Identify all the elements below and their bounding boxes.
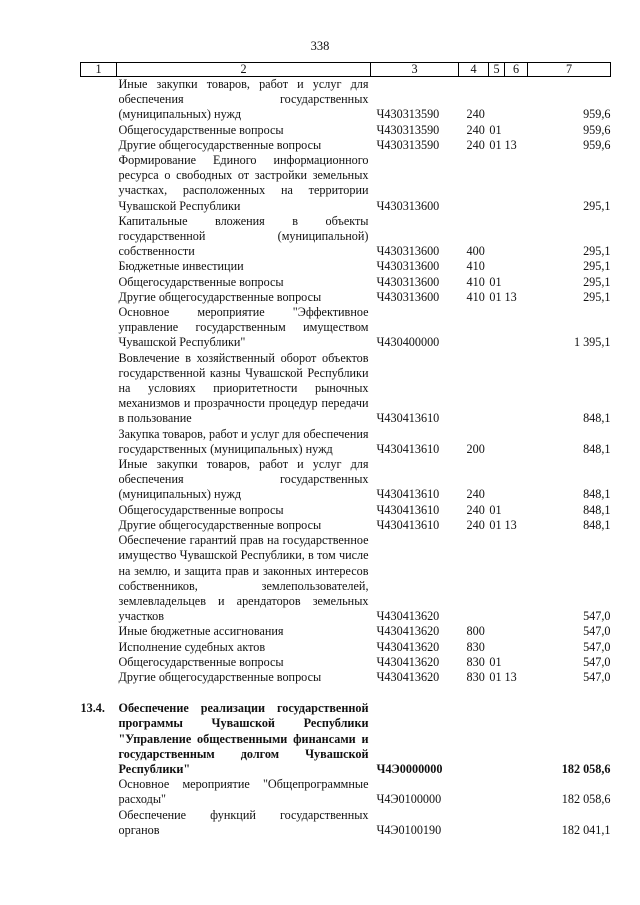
subsection-code-cell [505, 808, 528, 838]
expense-name-cell: Общегосударственные вопросы [118, 654, 284, 669]
amount-cell: 295,1 [583, 244, 611, 259]
section-code-cell [489, 624, 505, 639]
expense-name-cell: Общегосударственные вопросы [118, 502, 284, 517]
header-cell: 7 [528, 63, 611, 77]
expense-name-cell: Другие общегосударственные вопросы [118, 289, 322, 304]
table-row [81, 518, 611, 533]
target-article-code-cell: Ч430413610 [376, 441, 440, 456]
expense-name-cell: Иные закупки товаров, работ и услуг для обеспечения государственных (муниципальных) нужд [118, 77, 369, 122]
amount-cell: 295,1 [583, 289, 611, 304]
row-number-cell [81, 77, 117, 123]
row-number-cell [81, 670, 117, 685]
header-cell: 5 [489, 63, 505, 77]
amount-cell: 547,0 [583, 639, 611, 654]
section-code-cell [489, 214, 505, 260]
row-number-cell [81, 457, 117, 503]
table-row [81, 290, 611, 305]
amount-cell: 848,1 [583, 517, 611, 532]
section-code-cell: 01 [489, 669, 502, 684]
subsection-code-cell [505, 351, 528, 427]
section-code-cell [489, 533, 505, 624]
table-body [81, 77, 611, 838]
expense-type-code-cell: 800 [466, 624, 485, 639]
expense-name-cell: Обеспечение реализации государственной программы Чувашской Республики "Управление общественными финансами и государственным долгом Чувашской Республики" [118, 701, 369, 776]
expense-type-code-cell: 830 [466, 669, 485, 684]
target-article-code-cell: Ч430313600 [376, 274, 440, 289]
row-number-cell [81, 290, 117, 305]
row-number-cell [81, 624, 117, 639]
subsection-code-cell [505, 640, 528, 655]
table-row [81, 670, 611, 685]
section-code-cell [489, 427, 505, 457]
expense-name-cell: Обеспечение гарантий прав на государственное имущество Чувашской Республики, в том числе на землю, и защита прав и законных интересов собственников, землепользователей, землевладельцев и арендаторов земельных участков [118, 533, 369, 624]
section-code-cell [489, 77, 505, 123]
amount-cell: 547,0 [583, 669, 611, 684]
subsection-code-cell: 13 [504, 517, 517, 532]
amount-cell: 182 058,6 [561, 792, 611, 807]
subsection-code-cell [505, 457, 528, 503]
expense-name-cell: Основное мероприятие "Эффективное управление государственным имуществом Чувашской Республики" [118, 305, 369, 350]
amount-cell: 295,1 [583, 198, 611, 213]
row-number-cell [81, 351, 117, 427]
target-article-code-cell: Ч4Э0100190 [376, 822, 442, 837]
expense-name-cell: Основное мероприятие "Общепрограммные расходы" [118, 777, 369, 807]
table-row [81, 808, 611, 838]
row-number-cell [81, 123, 117, 138]
section-code-cell: 01 [489, 122, 502, 137]
subsection-code-cell [505, 259, 528, 274]
header-cell: 1 [81, 63, 117, 77]
expense-name-cell: Капитальные вложения в объекты государственной (муниципальной) собственности [118, 213, 369, 259]
expense-name-cell: Закупка товаров, работ и услуг для обеспечения государственных (муниципальных) нужд [118, 426, 369, 456]
target-article-code-cell: Ч430313600 [376, 244, 440, 259]
table-row [81, 655, 611, 670]
header-cell: 2 [117, 63, 371, 77]
expense-name-cell: Другие общегосударственные вопросы [118, 517, 322, 532]
subsection-code-cell [505, 624, 528, 639]
section-code-cell [489, 640, 505, 655]
table-row [81, 777, 611, 807]
table-row [81, 153, 611, 214]
expense-type-code-cell: 240 [466, 487, 485, 502]
expense-type-code-cell: 830 [466, 654, 485, 669]
subsection-code-cell [505, 533, 528, 624]
row-number-cell [81, 427, 117, 457]
section-code-cell [489, 808, 505, 838]
target-article-code-cell: Ч430413620 [376, 609, 440, 624]
subsection-code-cell [505, 701, 528, 777]
table-row [81, 427, 611, 457]
amount-cell: 1 395,1 [573, 335, 611, 350]
amount-cell: 182 058,6 [561, 761, 611, 776]
table-row [81, 138, 611, 153]
row-number-cell [81, 533, 117, 624]
target-article-code-cell: Ч430413610 [376, 517, 440, 532]
row-number-cell [81, 503, 117, 518]
expense-name-cell: Формирование Единого информационного ресурса о свободных от застройки земельных участках, расположенных на территории Чувашской Республики [118, 153, 369, 213]
expense-type-code-cell: 240 [466, 502, 485, 517]
expense-type-code-cell: 240 [466, 107, 485, 122]
expense-type-code-cell [459, 153, 489, 214]
amount-cell: 848,1 [583, 502, 611, 517]
target-article-code-cell: Ч430313590 [376, 137, 440, 152]
subsection-code-cell [505, 305, 528, 351]
amount-cell: 959,6 [583, 107, 611, 122]
expense-type-code-cell: 410 [466, 259, 485, 274]
target-article-code-cell: Ч430413610 [376, 411, 440, 426]
expense-type-code-cell: 410 [466, 289, 485, 304]
section-code-cell: 01 [489, 654, 502, 669]
expense-type-code-cell [459, 701, 489, 777]
table-row [81, 214, 611, 260]
table-row [81, 533, 611, 624]
amount-cell: 959,6 [583, 137, 611, 152]
amount-cell: 547,0 [583, 609, 611, 624]
target-article-code-cell: Ч430413620 [376, 624, 440, 639]
amount-cell: 848,1 [583, 441, 611, 456]
subsection-code-cell [505, 214, 528, 260]
subsection-code-cell: 13 [504, 669, 517, 684]
target-article-code-cell: Ч430313600 [376, 259, 440, 274]
table-row [81, 351, 611, 427]
section-code-cell: 01 [489, 137, 502, 152]
expense-name-cell: Вовлечение в хозяйственный оборот объектов государственной казны Чувашской Республики на условиях приоритетности рыночных механизмов и прозрачности процедур передачи в пользование [118, 350, 369, 426]
expense-type-code-cell: 240 [466, 137, 485, 152]
section-code-cell: 01 [489, 502, 502, 517]
table-row [81, 457, 611, 503]
section-code-cell: 01 [489, 289, 502, 304]
target-article-code-cell: Ч430413610 [376, 502, 440, 517]
row-number-cell [81, 275, 117, 290]
row-number-cell [81, 138, 117, 153]
header-row [81, 63, 611, 77]
amount-cell: 959,6 [583, 122, 611, 137]
amount-cell: 295,1 [583, 274, 611, 289]
page-number: 338 [310, 39, 330, 53]
spacer-row [81, 685, 611, 701]
expense-type-code-cell [459, 777, 489, 807]
row-number-cell [81, 153, 117, 214]
section-code-cell: 01 [489, 517, 502, 532]
row-number-cell [81, 777, 117, 807]
target-article-code-cell: Ч4Э0100000 [376, 792, 442, 807]
subsection-code-cell [505, 153, 528, 214]
expense-type-code-cell: 400 [466, 244, 485, 259]
amount-cell: 547,0 [583, 654, 611, 669]
table-row [81, 503, 611, 518]
expense-type-code-cell [459, 351, 489, 427]
expense-name-cell: Обеспечение функций государственных органов [118, 807, 369, 837]
table-row [81, 275, 611, 290]
target-article-code-cell: Ч430413620 [376, 654, 440, 669]
expense-name-cell: Иные закупки товаров, работ и услуг для обеспечения государственных (муниципальных) нужд [118, 457, 369, 502]
target-article-code-cell: Ч430313600 [376, 198, 440, 213]
amount-cell: 295,1 [583, 259, 611, 274]
row-number-cell [81, 808, 117, 838]
row-number-cell [81, 655, 117, 670]
section-code-cell [489, 777, 505, 807]
subsection-code-cell [505, 777, 528, 807]
target-article-code-cell: Ч430313590 [376, 122, 440, 137]
subsection-code-cell [505, 655, 528, 670]
amount-cell: 547,0 [583, 624, 611, 639]
section-code-cell [489, 457, 505, 503]
target-article-code-cell: Ч430413620 [376, 669, 440, 684]
table-row [81, 640, 611, 655]
section-code-cell [489, 259, 505, 274]
expense-type-code-cell [459, 533, 489, 624]
expense-type-code-cell: 240 [466, 517, 485, 532]
target-article-code-cell: Ч4Э0000000 [376, 761, 443, 776]
header-cell: 3 [371, 63, 459, 77]
target-article-code-cell: Ч430400000 [376, 335, 440, 350]
subsection-code-cell: 13 [504, 289, 517, 304]
expense-type-code-cell: 830 [466, 639, 485, 654]
expense-name-cell: Другие общегосударственные вопросы [118, 137, 322, 152]
section-code-cell [489, 305, 505, 351]
expense-type-code-cell [459, 305, 489, 351]
subsection-code-cell [505, 123, 528, 138]
header-cell: 6 [505, 63, 528, 77]
expense-type-code-cell: 240 [466, 122, 485, 137]
header-cell: 4 [459, 63, 489, 77]
budget-table [80, 62, 611, 838]
section-code-cell [489, 351, 505, 427]
expense-name-cell: Другие общегосударственные вопросы [118, 669, 322, 684]
subsection-code-cell [505, 77, 528, 123]
row-number-cell [81, 259, 117, 274]
row-number-cell [81, 640, 117, 655]
subsection-code-cell [505, 275, 528, 290]
expense-name-cell: Бюджетные инвестиции [118, 259, 244, 274]
expense-name-cell: Общегосударственные вопросы [118, 274, 284, 289]
row-number-cell [81, 305, 117, 351]
expense-name-cell: Иные бюджетные ассигнования [118, 624, 284, 639]
spacer-cell [81, 685, 611, 701]
table-row [81, 77, 611, 123]
table-row [81, 123, 611, 138]
table-row [81, 259, 611, 274]
section-code-cell [489, 153, 505, 214]
table-row [81, 305, 611, 351]
expense-type-code-cell: 200 [466, 441, 485, 456]
row-number-cell: 13.4. [80, 701, 105, 716]
row-number-cell [81, 214, 117, 260]
subsection-code-cell: 13 [504, 137, 517, 152]
table-row [81, 624, 611, 639]
subsection-code-cell [505, 503, 528, 518]
target-article-code-cell: Ч430313600 [376, 289, 440, 304]
section-code-cell: 01 [489, 274, 502, 289]
subsection-code-cell [505, 427, 528, 457]
target-article-code-cell: Ч430313590 [376, 107, 440, 122]
amount-cell: 182 041,1 [561, 822, 611, 837]
amount-cell: 848,1 [583, 487, 611, 502]
amount-cell: 848,1 [583, 411, 611, 426]
expense-type-code-cell: 410 [466, 274, 485, 289]
section-code-cell [489, 701, 505, 777]
target-article-code-cell: Ч430413610 [376, 487, 440, 502]
target-article-code-cell: Ч430413620 [376, 639, 440, 654]
row-number-cell [81, 518, 117, 533]
expense-name-cell: Исполнение судебных актов [118, 639, 266, 654]
expense-name-cell: Общегосударственные вопросы [118, 122, 284, 137]
expense-type-code-cell [459, 808, 489, 838]
table-row [81, 701, 611, 777]
